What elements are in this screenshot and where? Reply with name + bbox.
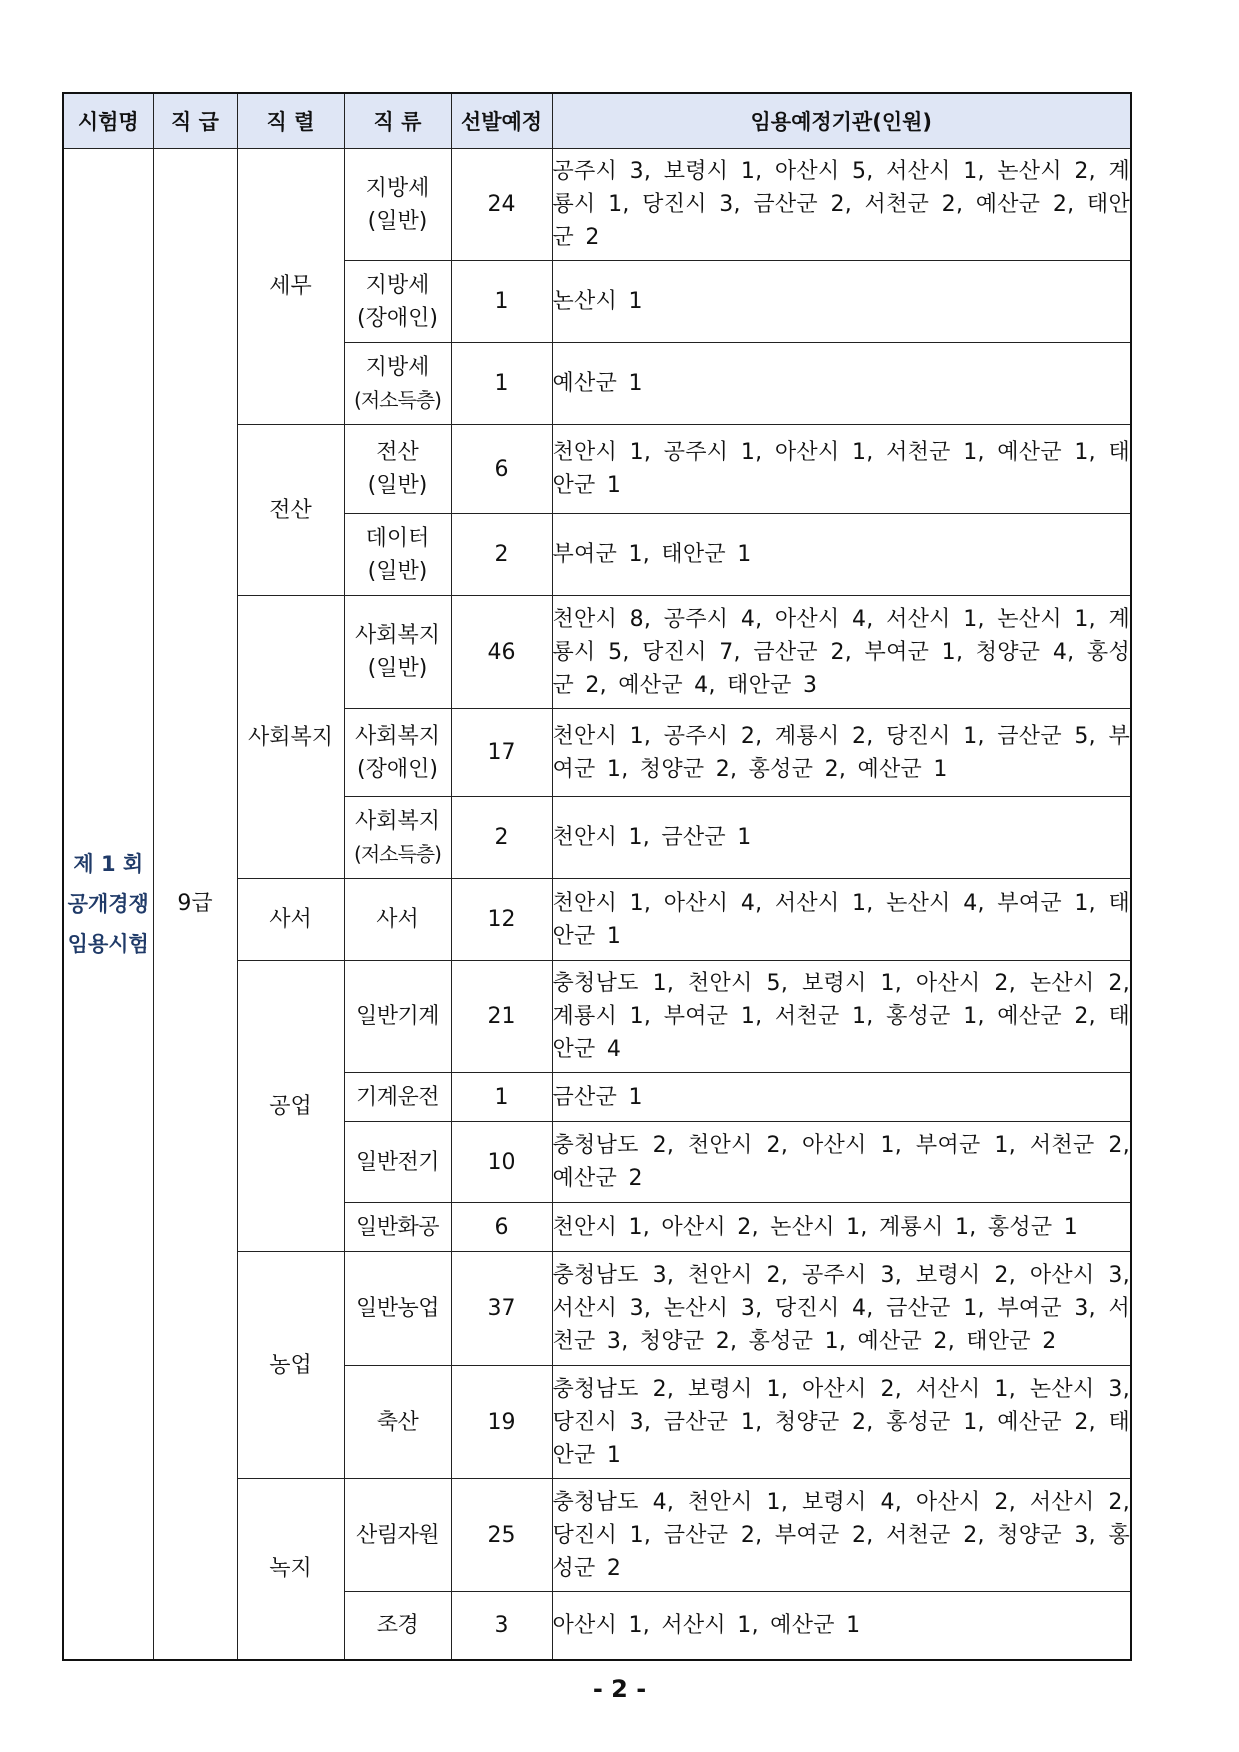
count-cell: 2 [451,797,552,879]
class-cell: 사회복지 (장애인) [344,709,451,797]
count-cell: 37 [451,1252,552,1366]
count-cell: 6 [451,425,552,514]
header-row [63,93,1131,149]
count-cell: 6 [451,1203,552,1252]
series-cell: 사서 [237,879,344,961]
class-cell: 지방세 (일반) [344,149,451,261]
institutions-cell: 부여군 1, 태안군 1 [552,514,1131,596]
class-cell: 일반전기 [344,1122,451,1203]
recruitment-table [62,92,1132,1661]
institutions-cell: 아산시 1, 서산시 1, 예산군 1 [552,1592,1131,1660]
count-cell: 25 [451,1479,552,1592]
exam-line-1: 제 1 회 [73,851,144,876]
header-planned: 선발예정 [451,93,552,149]
institutions-cell: 천안시 1, 공주시 1, 아산시 1, 서천군 1, 예산군 1, 태안군 1 [552,425,1131,514]
series-cell: 전산 [237,425,344,596]
institutions-cell: 논산시 1 [552,261,1131,343]
class-cell: 데이터 (일반) [344,514,451,596]
exam-line-2: 공개경쟁 [67,891,149,916]
institutions-cell: 천안시 1, 아산시 2, 논산시 1, 계룡시 1, 홍성군 1 [552,1203,1131,1252]
institutions-cell: 충청남도 2, 천안시 2, 아산시 1, 부여군 1, 서천군 2, 예산군 2 [552,1122,1131,1203]
series-cell: 사회복지 [237,596,344,879]
page-number: - 2 - [592,1675,647,1703]
header-institutions: 임용예정기관(인원) [552,93,1131,149]
class-cell: 일반화공 [344,1203,451,1252]
count-cell: 24 [451,149,552,261]
exam-name-cell [63,149,153,1660]
header-series: 직 렬 [237,93,344,149]
institutions-cell: 충청남도 2, 보령시 1, 아산시 2, 서산시 1, 논산시 3, 당진시 3, 금산군 1, 청양군 2, 홍성군 1, 예산군 2, 태안군 1 [552,1366,1131,1479]
class-cell: 일반기계 [344,961,451,1073]
count-cell: 3 [451,1592,552,1660]
count-cell: 1 [451,1073,552,1122]
institutions-cell: 천안시 8, 공주시 4, 아산시 4, 서산시 1, 논산시 1, 계룡시 5, 당진시 7, 금산군 2, 부여군 1, 청양군 4, 홍성군 2, 예산군 4, 태안군 3 [552,596,1131,709]
institutions-cell: 충청남도 1, 천안시 5, 보령시 1, 아산시 2, 논산시 2, 계룡시 1, 부여군 1, 서천군 1, 홍성군 1, 예산군 2, 태안군 4 [552,961,1131,1073]
institutions-cell: 예산군 1 [552,343,1131,425]
institutions-cell: 천안시 1, 공주시 2, 계룡시 2, 당진시 1, 금산군 5, 부여군 1, 청양군 2, 홍성군 2, 예산군 1 [552,709,1131,797]
count-cell: 21 [451,961,552,1073]
institutions-cell: 공주시 3, 보령시 1, 아산시 5, 서산시 1, 논산시 2, 계룡시 1, 당진시 3, 금산군 2, 서천군 2, 예산군 2, 태안군 2 [552,149,1131,261]
class-cell: 산림자원 [344,1479,451,1592]
series-cell: 공업 [237,961,344,1252]
series-cell: 녹지 [237,1479,344,1660]
exam-line-3: 임용시험 [67,931,149,956]
count-cell: 12 [451,879,552,961]
class-cell: 사서 [344,879,451,961]
count-cell: 1 [451,261,552,343]
count-cell: 19 [451,1366,552,1479]
class-cell: 지방세 (저소득층) [344,343,451,425]
class-cell: 기계운전 [344,1073,451,1122]
class-cell: 사회복지 (저소득층) [344,797,451,879]
class-cell: 지방세 (장애인) [344,261,451,343]
count-cell: 10 [451,1122,552,1203]
class-cell: 축산 [344,1366,451,1479]
institutions-cell: 충청남도 3, 천안시 2, 공주시 3, 보령시 2, 아산시 3, 서산시 3, 논산시 3, 당진시 4, 금산군 1, 부여군 3, 서천군 3, 청양군 2, 홍성군 1, 예산군 2, 태안군 2 [552,1252,1131,1366]
header-grade: 직 급 [153,93,237,149]
class-cell: 일반농업 [344,1252,451,1366]
header-class: 직 류 [344,93,451,149]
institutions-cell: 천안시 1, 아산시 4, 서산시 1, 논산시 4, 부여군 1, 태안군 1 [552,879,1131,961]
count-cell: 1 [451,343,552,425]
table-row [63,149,1131,261]
series-cell: 세무 [237,149,344,425]
class-cell: 사회복지 (일반) [344,596,451,709]
institutions-cell: 금산군 1 [552,1073,1131,1122]
count-cell: 2 [451,514,552,596]
institutions-cell: 충청남도 4, 천안시 1, 보령시 4, 아산시 2, 서산시 2, 당진시 1, 금산군 2, 부여군 2, 서천군 2, 청양군 3, 홍성군 2 [552,1479,1131,1592]
class-cell: 조경 [344,1592,451,1660]
institutions-cell: 천안시 1, 금산군 1 [552,797,1131,879]
count-cell: 17 [451,709,552,797]
class-cell: 전산 (일반) [344,425,451,514]
header-exam-name: 시험명 [63,93,153,149]
count-cell: 46 [451,596,552,709]
grade-cell: 9급 [153,149,237,1660]
series-cell: 농업 [237,1252,344,1479]
